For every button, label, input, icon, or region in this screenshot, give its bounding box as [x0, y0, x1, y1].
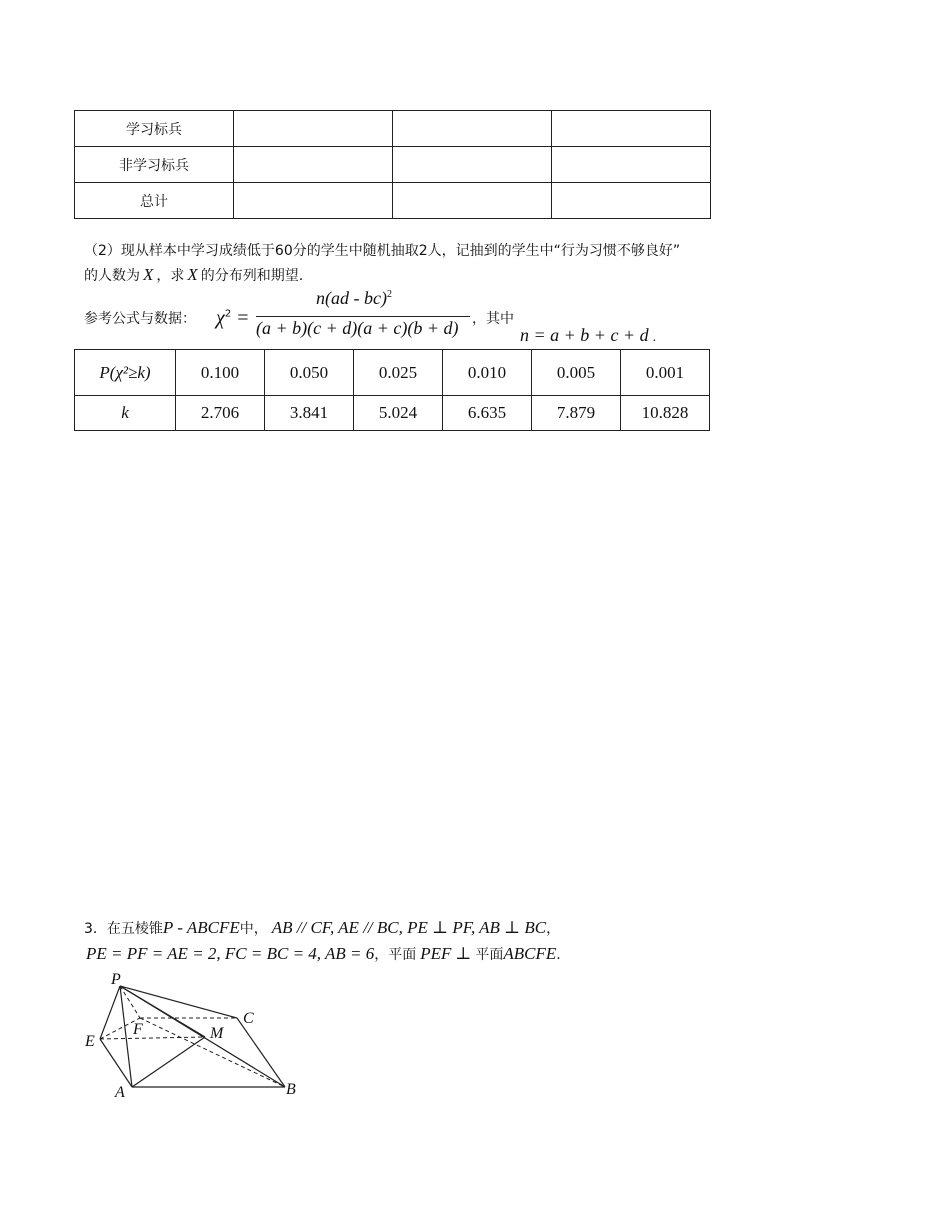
text: 平面 — [475, 947, 504, 963]
critical-value-table — [74, 349, 710, 431]
var-x: X — [143, 265, 154, 284]
formula-denominator: (a + b)(c + d)(a + c)(b + d) — [256, 318, 459, 338]
table-row — [75, 350, 710, 396]
k-cell: 6.635 — [443, 396, 532, 431]
prob-cell: 0.010 — [443, 350, 532, 396]
table-cell — [234, 111, 393, 147]
question-2-line-2 — [84, 265, 303, 285]
label-M: M — [210, 1025, 224, 1042]
question-2-line-1: （2）现从样本中学习成绩低于60分的学生中随机抽取2人，记抽到的学生中“行为习惯不够良好” — [84, 243, 681, 259]
table-row — [75, 183, 711, 219]
k-cell: 5.024 — [354, 396, 443, 431]
solid-name: P - ABCFE — [162, 918, 240, 937]
table-cell — [393, 183, 552, 219]
superscript: 2 — [386, 289, 392, 300]
question-3-line-1 — [84, 918, 560, 938]
text: 中， — [239, 921, 268, 937]
prob-header: P(χ²≥k) — [75, 350, 176, 396]
label-P: P — [111, 971, 121, 988]
label-B: B — [286, 1081, 296, 1098]
table-cell — [393, 111, 552, 147]
period: . — [652, 330, 657, 345]
formula-numerator — [316, 288, 392, 309]
text: 的分布列和期望. — [200, 268, 304, 284]
n-def: n = a + b + c + d — [520, 325, 649, 345]
table-cell — [393, 147, 552, 183]
contingency-table — [74, 110, 711, 219]
row-label: 非学习标兵 — [75, 147, 234, 183]
k-cell: 3.841 — [265, 396, 354, 431]
prob-cell: 0.100 — [176, 350, 265, 396]
prob-cell: 0.050 — [265, 350, 354, 396]
label-F: F — [133, 1021, 143, 1038]
chi-symbol — [216, 305, 248, 330]
table-cell — [234, 183, 393, 219]
perp-symbol: ⊥ — [455, 944, 472, 963]
edge-PE — [100, 986, 120, 1039]
question-3-line-2 — [86, 944, 561, 964]
superscript: 2 — [224, 308, 232, 320]
k-cell: 10.828 — [621, 396, 710, 431]
var-x: X — [187, 265, 198, 284]
k-cell: 7.879 — [532, 396, 621, 431]
edge-PC — [120, 986, 237, 1018]
edge-AM — [132, 1037, 205, 1087]
plane-pef: PEF — [420, 944, 452, 963]
table-row — [75, 396, 710, 431]
numerator: n(ad - bc) — [316, 288, 387, 308]
conditions-2: PE = PF = AE = 2, FC = BC = 4, AB = 6 — [86, 944, 375, 963]
row-label: 学习标兵 — [75, 111, 234, 147]
table-cell — [552, 183, 711, 219]
table-cell — [552, 147, 711, 183]
label-E: E — [85, 1033, 95, 1050]
label-A: A — [115, 1084, 125, 1101]
text: ，平面 — [374, 947, 417, 963]
plane-abcfe: ABCFE — [503, 944, 557, 963]
text: ，求 — [156, 268, 185, 284]
text: ， — [546, 921, 561, 937]
where-text: ，其中 — [472, 311, 514, 327]
table-cell — [552, 111, 711, 147]
fraction-bar — [256, 316, 470, 317]
prob-cell: 0.005 — [532, 350, 621, 396]
edge-EM — [100, 1037, 205, 1039]
label-C: C — [243, 1010, 254, 1027]
text: 3．在五棱锥 — [84, 921, 163, 937]
conditions-1: AB // CF, AE // BC, PE ⊥ PF, AB ⊥ BC — [271, 918, 547, 937]
equals: = — [237, 307, 249, 329]
text: . — [556, 947, 561, 963]
table-row — [75, 147, 711, 183]
edge-BC — [237, 1018, 285, 1087]
table-row — [75, 111, 711, 147]
chi: χ — [216, 307, 225, 329]
n-definition — [520, 325, 656, 346]
prob-cell: 0.001 — [621, 350, 710, 396]
k-header: k — [75, 396, 176, 431]
pyramid-figure — [80, 966, 320, 1106]
text: 的人数为 — [84, 268, 140, 284]
prob-cell: 0.025 — [354, 350, 443, 396]
reference-label: 参考公式与数据： — [84, 311, 196, 327]
row-label: 总计 — [75, 183, 234, 219]
table-cell — [234, 147, 393, 183]
k-cell: 2.706 — [176, 396, 265, 431]
